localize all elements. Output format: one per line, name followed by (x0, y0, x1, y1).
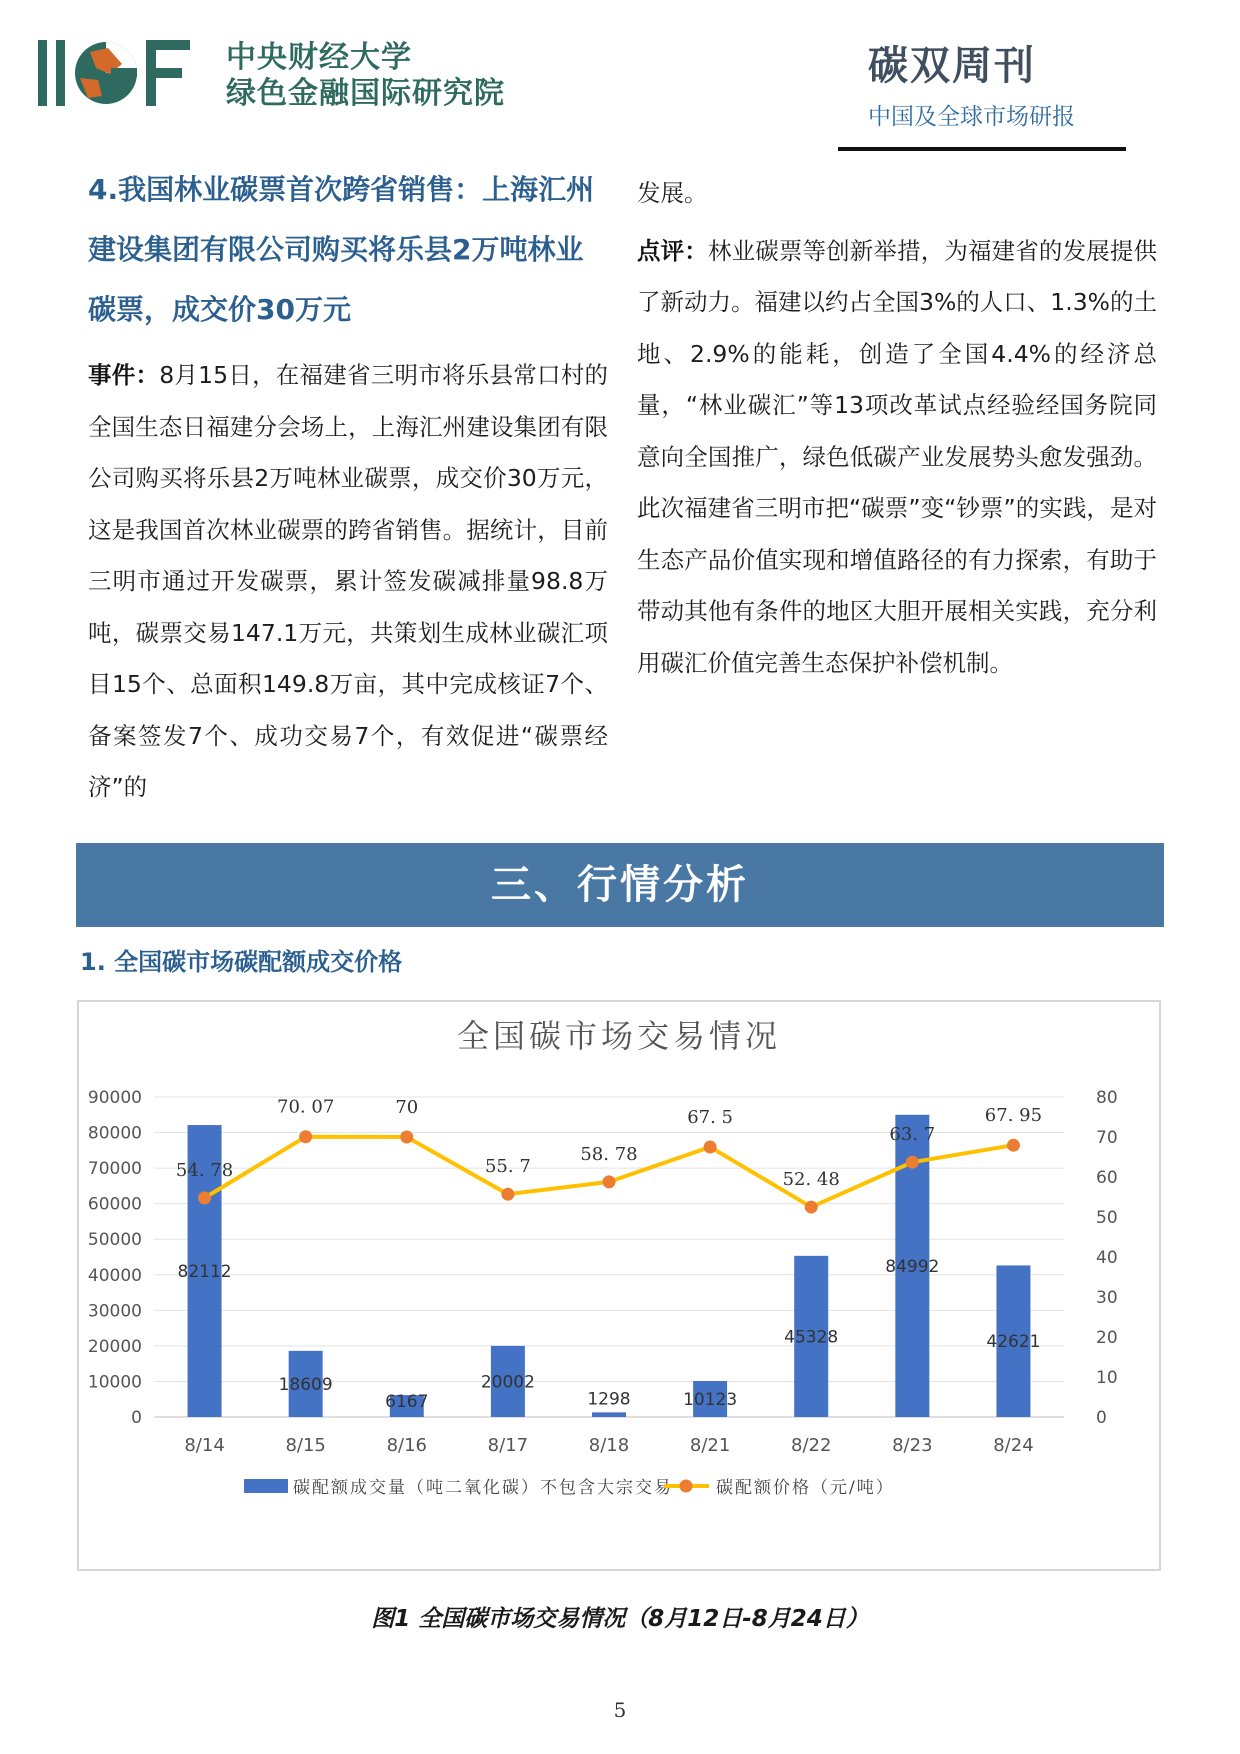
volume-bar (592, 1412, 626, 1417)
volume-data-label: 82112 (177, 1262, 232, 1283)
price-marker (805, 1201, 818, 1214)
article-right-column (637, 168, 1157, 689)
volume-data-label: 10123 (683, 1390, 738, 1411)
carbon-market-chart (79, 1002, 1159, 1569)
price-data-label: 58. 78 (580, 1143, 638, 1165)
comment-text: 林业碳票等创新举措，为福建省的发展提供了新动力。福建以约占全国3%的人口、1.3%的土地、2.9%的能耗，创造了全国4.4%的经济总量，“林业碳汇”等13项改革试点经验经国务院同意向全国推广，绿色低碳产业发展势头愈发强劲。此次福建省三明市把“碳票”变“钞票”的实践，是对生态产品价值实现和增值路径的有力探索，有助于带动其他有条件的地区大胆开展相关实践，充分利用碳汇价值完善生态保护补偿机制。 (637, 236, 1158, 677)
y-left-tick-label: 20000 (87, 1336, 142, 1357)
x-tick-label: 8/14 (184, 1435, 225, 1456)
y-left-tick-label: 10000 (87, 1372, 142, 1393)
volume-data-label: 6167 (385, 1392, 429, 1412)
y-left-tick-label: 0 (131, 1408, 142, 1428)
legend-price-marker (680, 1480, 693, 1493)
masthead-rule (838, 147, 1126, 151)
volume-data-label: 42621 (986, 1332, 1041, 1353)
volume-data-label: 20002 (480, 1372, 535, 1393)
chart-frame (77, 1000, 1161, 1571)
price-marker (603, 1175, 616, 1188)
y-right-tick-label: 70 (1096, 1128, 1118, 1148)
y-left-tick-label: 80000 (87, 1123, 142, 1144)
price-marker (906, 1156, 919, 1169)
x-tick-label: 8/23 (892, 1435, 933, 1456)
y-left-tick-label: 60000 (87, 1194, 142, 1215)
figure-caption: 图1 全国碳市场交易情况（8月12日-8月24日） (371, 1606, 869, 1632)
y-right-tick-label: 40 (1096, 1248, 1118, 1268)
y-left-tick-label: 70000 (87, 1159, 142, 1180)
y-left-tick-label: 30000 (87, 1301, 142, 1322)
y-left-tick-label: 40000 (87, 1265, 142, 1286)
price-marker (299, 1130, 312, 1143)
volume-data-label: 18609 (278, 1374, 333, 1395)
x-tick-label: 8/24 (993, 1435, 1034, 1456)
legend-volume-label: 碳配额成交量（吨二氧化碳）不包含大宗交易 (293, 1478, 673, 1498)
y-right-tick-label: 50 (1096, 1208, 1118, 1228)
legend-price-label: 碳配额价格（元/吨） (716, 1478, 895, 1498)
price-marker (1007, 1139, 1020, 1152)
volume-data-label: 45328 (784, 1327, 839, 1348)
section-title: 三、行情分析 (491, 862, 749, 908)
event-text: 8月15日，在福建省三明市将乐县常口村的全国生态日福建分会场上，上海汇州建设集团有限公司购买将乐县2万吨林业碳票，成交价30万元，这是我国首次林业碳票的跨省销售。据统计，目前三明市通过开发碳票，累计签发碳减排量98.8万吨，碳票交易147.1万元，共策划生成林业碳汇项目15个、总面积149.8万亩，其中完成核证7个、备案签发7个、成功交易7个，有效促进“碳票经济”的 (88, 361, 608, 801)
price-marker (704, 1141, 717, 1154)
price-marker (501, 1188, 514, 1201)
comment-paragraph (637, 226, 1157, 690)
y-left-tick-label: 50000 (87, 1230, 142, 1251)
publication-subtitle: 中国及全球市场研报 (868, 104, 1075, 130)
x-tick-label: 8/16 (386, 1435, 427, 1456)
comment-label: 点评： (637, 236, 708, 265)
sub-heading: 1. 全国碳市场碳配额成交价格 (80, 948, 403, 976)
news-title: 4.我国林业碳票首次跨省销售：上海汇州建设集团有限公司购买将乐县2万吨林业碳票，成交价30万元 (88, 173, 595, 326)
y-right-tick-label: 30 (1096, 1288, 1118, 1308)
volume-data-label: 1298 (587, 1389, 631, 1410)
event-paragraph-continued: 发展。 (637, 179, 708, 207)
org-name (226, 40, 505, 112)
price-data-label: 52. 48 (782, 1169, 840, 1191)
volume-data-label: 84992 (885, 1256, 940, 1277)
y-right-tick-label: 10 (1096, 1368, 1118, 1388)
x-tick-label: 8/21 (689, 1435, 731, 1456)
price-data-label: 54. 78 (175, 1159, 234, 1181)
price-data-label: 70. 07 (277, 1096, 335, 1118)
y-right-tick-label: 60 (1096, 1168, 1118, 1188)
x-tick-label: 8/15 (285, 1435, 326, 1456)
price-data-label: 70 (395, 1097, 419, 1118)
y-right-tick-label: 0 (1096, 1408, 1107, 1428)
org-name-line1: 中央财经大学 (226, 40, 412, 75)
x-tick-label: 8/22 (791, 1435, 832, 1456)
iigf-logo-mark (38, 38, 208, 108)
legend-volume-swatch (244, 1479, 288, 1493)
y-right-tick-label: 20 (1096, 1328, 1118, 1348)
chart-title: 全国碳市场交易情况 (456, 1017, 782, 1055)
event-paragraph (88, 350, 608, 814)
section-banner (76, 843, 1164, 927)
publication-title: 碳双周刊 (868, 43, 1036, 89)
y-left-tick-label: 90000 (87, 1088, 142, 1108)
page-number: 5 (613, 1698, 627, 1722)
article-left-column (88, 160, 608, 814)
price-data-label: 55. 7 (484, 1156, 531, 1178)
y-right-tick-label: 80 (1096, 1088, 1118, 1108)
price-data-label: 67. 5 (687, 1107, 734, 1128)
x-tick-label: 8/17 (487, 1435, 529, 1456)
price-data-label: 63. 7 (889, 1124, 936, 1146)
price-data-label: 67. 95 (984, 1105, 1043, 1127)
event-label: 事件： (88, 361, 160, 389)
x-tick-label: 8/18 (588, 1435, 630, 1456)
org-name-line2: 绿色金融国际研究院 (226, 76, 505, 111)
price-marker (400, 1131, 413, 1144)
price-marker (198, 1191, 211, 1204)
